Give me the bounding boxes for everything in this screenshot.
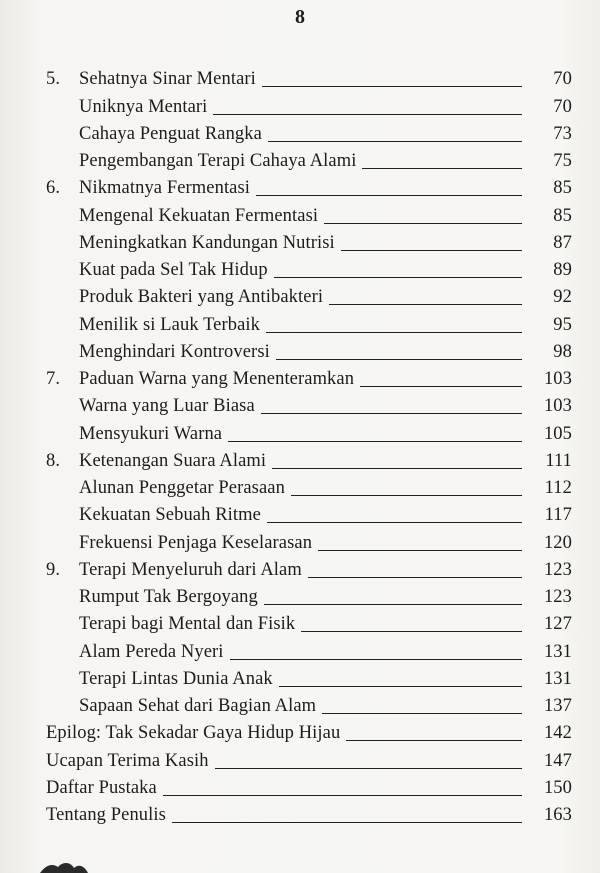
toc-entry-page: 87 [553, 232, 572, 253]
toc-entry-title: Paduan Warna yang Menenteramkan [79, 369, 355, 389]
toc-entry-title: Nikmatnya Fermentasi [79, 178, 251, 199]
leader-line [213, 114, 522, 115]
leader-line [274, 277, 522, 278]
toc-entry-page: 73 [553, 123, 572, 144]
leader-line [256, 195, 522, 196]
toc-entry-title: Menghindari Kontroversi [79, 341, 270, 362]
toc-entry-page: 117 [544, 505, 572, 526]
toc-entry [46, 335, 572, 362]
toc-entry-page: 103 [543, 369, 572, 389]
chapter-number: 5. [46, 69, 61, 90]
toc-entry-title: Meningkatkan Kandungan Nutrisi [79, 232, 335, 253]
leader-line [228, 441, 522, 442]
leader-line [163, 795, 522, 796]
toc-entry-title: Terapi Menyeluruh dari Alam [79, 559, 302, 580]
toc-entry-title: Pengembangan Terapi Cahaya Alami [79, 151, 357, 171]
toc-entry-page: 112 [544, 478, 572, 498]
leader-line [272, 468, 522, 469]
leader-line [264, 604, 522, 605]
toc-entry-page: 70 [553, 96, 572, 117]
leader-line [360, 386, 522, 387]
leader-line [341, 250, 522, 251]
leader-line [262, 86, 522, 87]
toc-entry [46, 743, 572, 770]
toc-entry-page: 98 [553, 341, 572, 362]
toc-entry-page: 95 [553, 314, 572, 335]
toc-entry-title: Cahaya Penguat Rangka [79, 123, 262, 144]
chapter-number: 9. [46, 559, 61, 580]
toc-entry [46, 607, 572, 634]
toc-entry-page: 131 [543, 668, 572, 689]
toc-entry-title: Menilik si Lauk Terbaik [79, 314, 261, 335]
toc-entry [46, 62, 572, 89]
toc-entry [46, 307, 572, 334]
toc-entry-title: Alam Pereda Nyeri [79, 641, 224, 662]
toc-entry-page: 105 [543, 423, 572, 444]
toc-entry [46, 171, 572, 198]
toc-entry [46, 280, 572, 307]
toc-entry [46, 689, 572, 716]
leader-line [318, 550, 522, 551]
toc-entry-title: Mensyukuri Warna [79, 423, 223, 444]
toc-entry-page: 89 [553, 260, 572, 280]
toc-entry [46, 771, 572, 798]
toc-entry-title: Warna yang Luar Biasa [79, 396, 255, 417]
leader-line [291, 495, 522, 496]
toc-entry-title: Frekuensi Penjaga Keselarasan [79, 532, 313, 553]
toc-entry-page: 75 [553, 151, 572, 171]
toc-entry-page: 85 [553, 178, 572, 199]
toc-entry [46, 798, 572, 825]
toc-entry [46, 498, 572, 525]
leader-line [215, 768, 522, 769]
toc-entry-page: 103 [543, 396, 572, 417]
toc-entry-page: 123 [543, 587, 572, 607]
toc-entry [46, 362, 572, 389]
toc-entry [46, 580, 572, 607]
leader-line [308, 577, 522, 578]
toc-entry [46, 553, 572, 580]
leader-line [346, 740, 522, 741]
toc-entry [46, 634, 572, 661]
toc-entry-page: 85 [553, 205, 572, 226]
toc-entry-page: 131 [543, 641, 572, 662]
toc-entry-title: Terapi bagi Mental dan Fisik [79, 614, 296, 635]
leader-line [266, 332, 522, 333]
toc-entry-title: Epilog: Tak Sekadar Gaya Hidup Hijau [46, 723, 341, 744]
toc-entry-title: Mengenal Kekuatan Fermentasi [79, 205, 319, 226]
toc-entry-title: Uniknya Mentari [79, 96, 208, 117]
leader-line [261, 413, 522, 414]
toc-entry-title: Daftar Pustaka [46, 777, 157, 798]
corner-ornament-icon [40, 859, 110, 873]
chapter-number: 8. [46, 450, 61, 471]
leader-line [329, 304, 522, 305]
leader-line [267, 522, 522, 523]
toc-entry-title: Ucapan Terima Kasih [46, 750, 209, 771]
leader-line [322, 713, 522, 714]
toc-entry [46, 89, 572, 116]
leader-line [230, 659, 522, 660]
leader-line [276, 359, 522, 360]
toc-entry-page: 150 [543, 777, 572, 798]
toc-entry-title: Alunan Penggetar Perasaan [79, 478, 285, 498]
leader-line [172, 822, 522, 823]
toc-entry [46, 198, 572, 225]
toc-entry-page: 163 [543, 805, 572, 825]
toc-entry-page: 120 [543, 532, 572, 553]
toc-entry-title: Sehatnya Sinar Mentari [79, 69, 256, 90]
toc-entry-page: 147 [543, 750, 572, 771]
toc-entry-page: 70 [553, 69, 572, 90]
leader-line [279, 686, 522, 687]
leader-line [324, 223, 522, 224]
toc-entry-title: Ketenangan Suara Alami [79, 450, 267, 471]
leader-line [268, 141, 522, 142]
toc-entry [46, 716, 572, 743]
toc-entry-page: 127 [543, 614, 572, 635]
toc-entry-title: Sapaan Sehat dari Bagian Alam [79, 696, 317, 716]
page-number: 8 [295, 6, 305, 28]
toc-entry-page: 137 [543, 696, 572, 716]
toc-entry [46, 117, 572, 144]
chapter-number: 6. [46, 178, 61, 199]
toc-entry [46, 662, 572, 689]
chapter-number: 7. [46, 369, 61, 389]
toc-entry-title: Tentang Penulis [46, 805, 166, 825]
toc-entry-page: 123 [543, 559, 572, 580]
table-of-contents [46, 62, 572, 825]
toc-entry [46, 144, 572, 171]
leader-line [362, 168, 522, 169]
toc-entry-title: Terapi Lintas Dunia Anak [79, 668, 273, 689]
toc-entry-title: Rumput Tak Bergoyang [79, 587, 258, 607]
toc-entry-title: Kuat pada Sel Tak Hidup [79, 260, 268, 280]
leader-line [301, 631, 522, 632]
toc-entry-page: 111 [545, 450, 572, 471]
toc-entry [46, 525, 572, 552]
toc-entry [46, 389, 572, 416]
toc-entry [46, 471, 572, 498]
toc-entry [46, 444, 572, 471]
toc-entry-page: 142 [543, 723, 572, 744]
toc-entry [46, 416, 572, 443]
toc-entry-page: 92 [553, 287, 572, 308]
toc-entry [46, 226, 572, 253]
toc-entry [46, 253, 572, 280]
toc-entry-title: Produk Bakteri yang Antibakteri [79, 287, 324, 308]
toc-entry-title: Kekuatan Sebuah Ritme [79, 505, 261, 526]
